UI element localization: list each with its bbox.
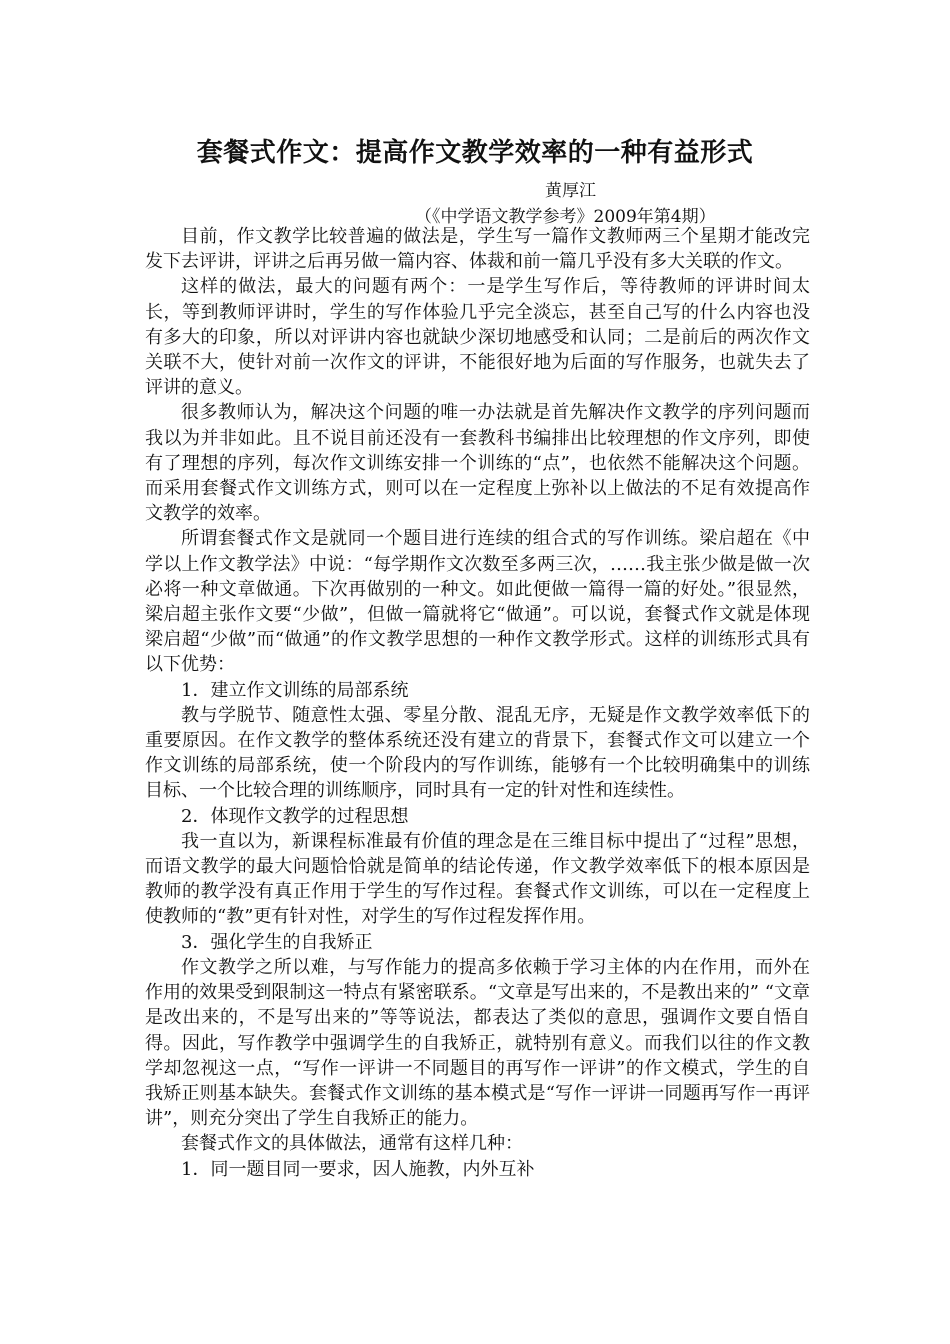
- paragraph: 所谓套餐式作文是就同一个题目进行连续的组合式的写作训练。梁启超在《中学以上作文教学法》中说：“每学期作文次数至多两三次，……我主张少做是做一次必将一种文章做通。下次再做别的一种文。如此便做一篇得一篇的好处。”很显然，梁启超主张作文要“少做”，但做一篇就将它“做通”。可以说，套餐式作文就是体现梁启超“少做”而“做通”的作文教学思想的一种作文教学形式。这样的训练形式具有以下优势：: [145, 528, 810, 676]
- paragraph: 这样的做法，最大的问题有两个：一是学生写作后，等待教师的评讲时间太长，等到教师评讲时，学生的写作体验几乎完全淡忘，甚至自己写的什么内容也没有多大的印象，所以对评讲内容也就缺少深切地感受和认同；二是前后的两次作文关联不大，使针对前一次作文的评讲，不能很好地为后面的写作服务，也就失去了评讲的意义。: [145, 276, 810, 399]
- article-body: [145, 224, 810, 1182]
- paragraph: 目前，作文教学比较普遍的做法是，学生写一篇作文教师两三个星期才能改完发下去评讲，评讲之后再另做一篇内容、体裁和前一篇几乎没有多大关联的作文。: [145, 226, 810, 273]
- paragraph: 我一直以为，新课程标准最有价值的理念是在三维目标中提出了“过程”思想，而语文教学的最大问题恰恰就是简单的结论传递，作文教学效率低下的根本原因是教师的教学没有真正作用于学生的写作过程。套餐式作文训练，可以在一定程度上使教师的“教”更有针对性，对学生的写作过程发挥作用。: [145, 830, 810, 928]
- section-heading: 3．强化学生的自我矫正: [181, 931, 373, 953]
- paragraph: 很多教师认为，解决这个问题的唯一办法就是首先解决作文教学的序列问题而我以为并非如此。且不说目前还没有一套教科书编排出比较理想的作文序列，即使有了理想的序列，每次作文训练安排一个训练的“点”，也依然不能解决这个问题。而采用套餐式作文训练方式，则可以在一定程度上弥补以上做法的不足有效提高作文教学的效率。: [145, 402, 810, 525]
- paragraph: 套餐式作文的具体做法，通常有这样几种：: [181, 1133, 523, 1155]
- author-line: 黄厚江: [545, 181, 596, 201]
- section-heading: 1．建立作文训练的局部系统: [181, 679, 409, 701]
- paragraph: 教与学脱节、随意性太强、零星分散、混乱无序，无疑是作文教学效率低下的重要原因。在作文教学的整体系统还没有建立的背景下，套餐式作文可以建立一个作文训练的局部系统，使一个阶段内的写作训练，能够有一个比较明确集中的训练目标、一个比较合理的训练顺序，同时具有一定的针对性和连续性。: [145, 704, 810, 802]
- section-heading: 1．同一题目同一要求，因人施教，内外互补: [181, 1158, 535, 1180]
- section-heading: 2．体现作文教学的过程思想: [181, 805, 409, 827]
- page-title: 套餐式作文：提高作文教学效率的一种有益形式: [196, 138, 754, 168]
- paragraph: 作文教学之所以难，与写作能力的提高多依赖于学习主体的内在作用，而外在作用的效果受到限制这一特点有紧密联系。“文章是写出来的，不是教出来的” “文章是改出来的，不是写出来的”等等说法，都表达了类似的意思，强调作文要自悟自得。因此，写作教学中强调学生的自我矫正，就特别有意义。而我们以往的作文教学却忽视这一点，“写作一评讲一不同题目的再写作一评讲”的作文模式，学生的自我矫正则基本缺失。套餐式作文训练的基本模式是“写作一评讲一同题再写作一再评讲”，则充分突出了学生自我矫正的能力。: [145, 956, 810, 1130]
- source-citation: （《中学语文教学参考》2009年第4期）: [415, 207, 716, 227]
